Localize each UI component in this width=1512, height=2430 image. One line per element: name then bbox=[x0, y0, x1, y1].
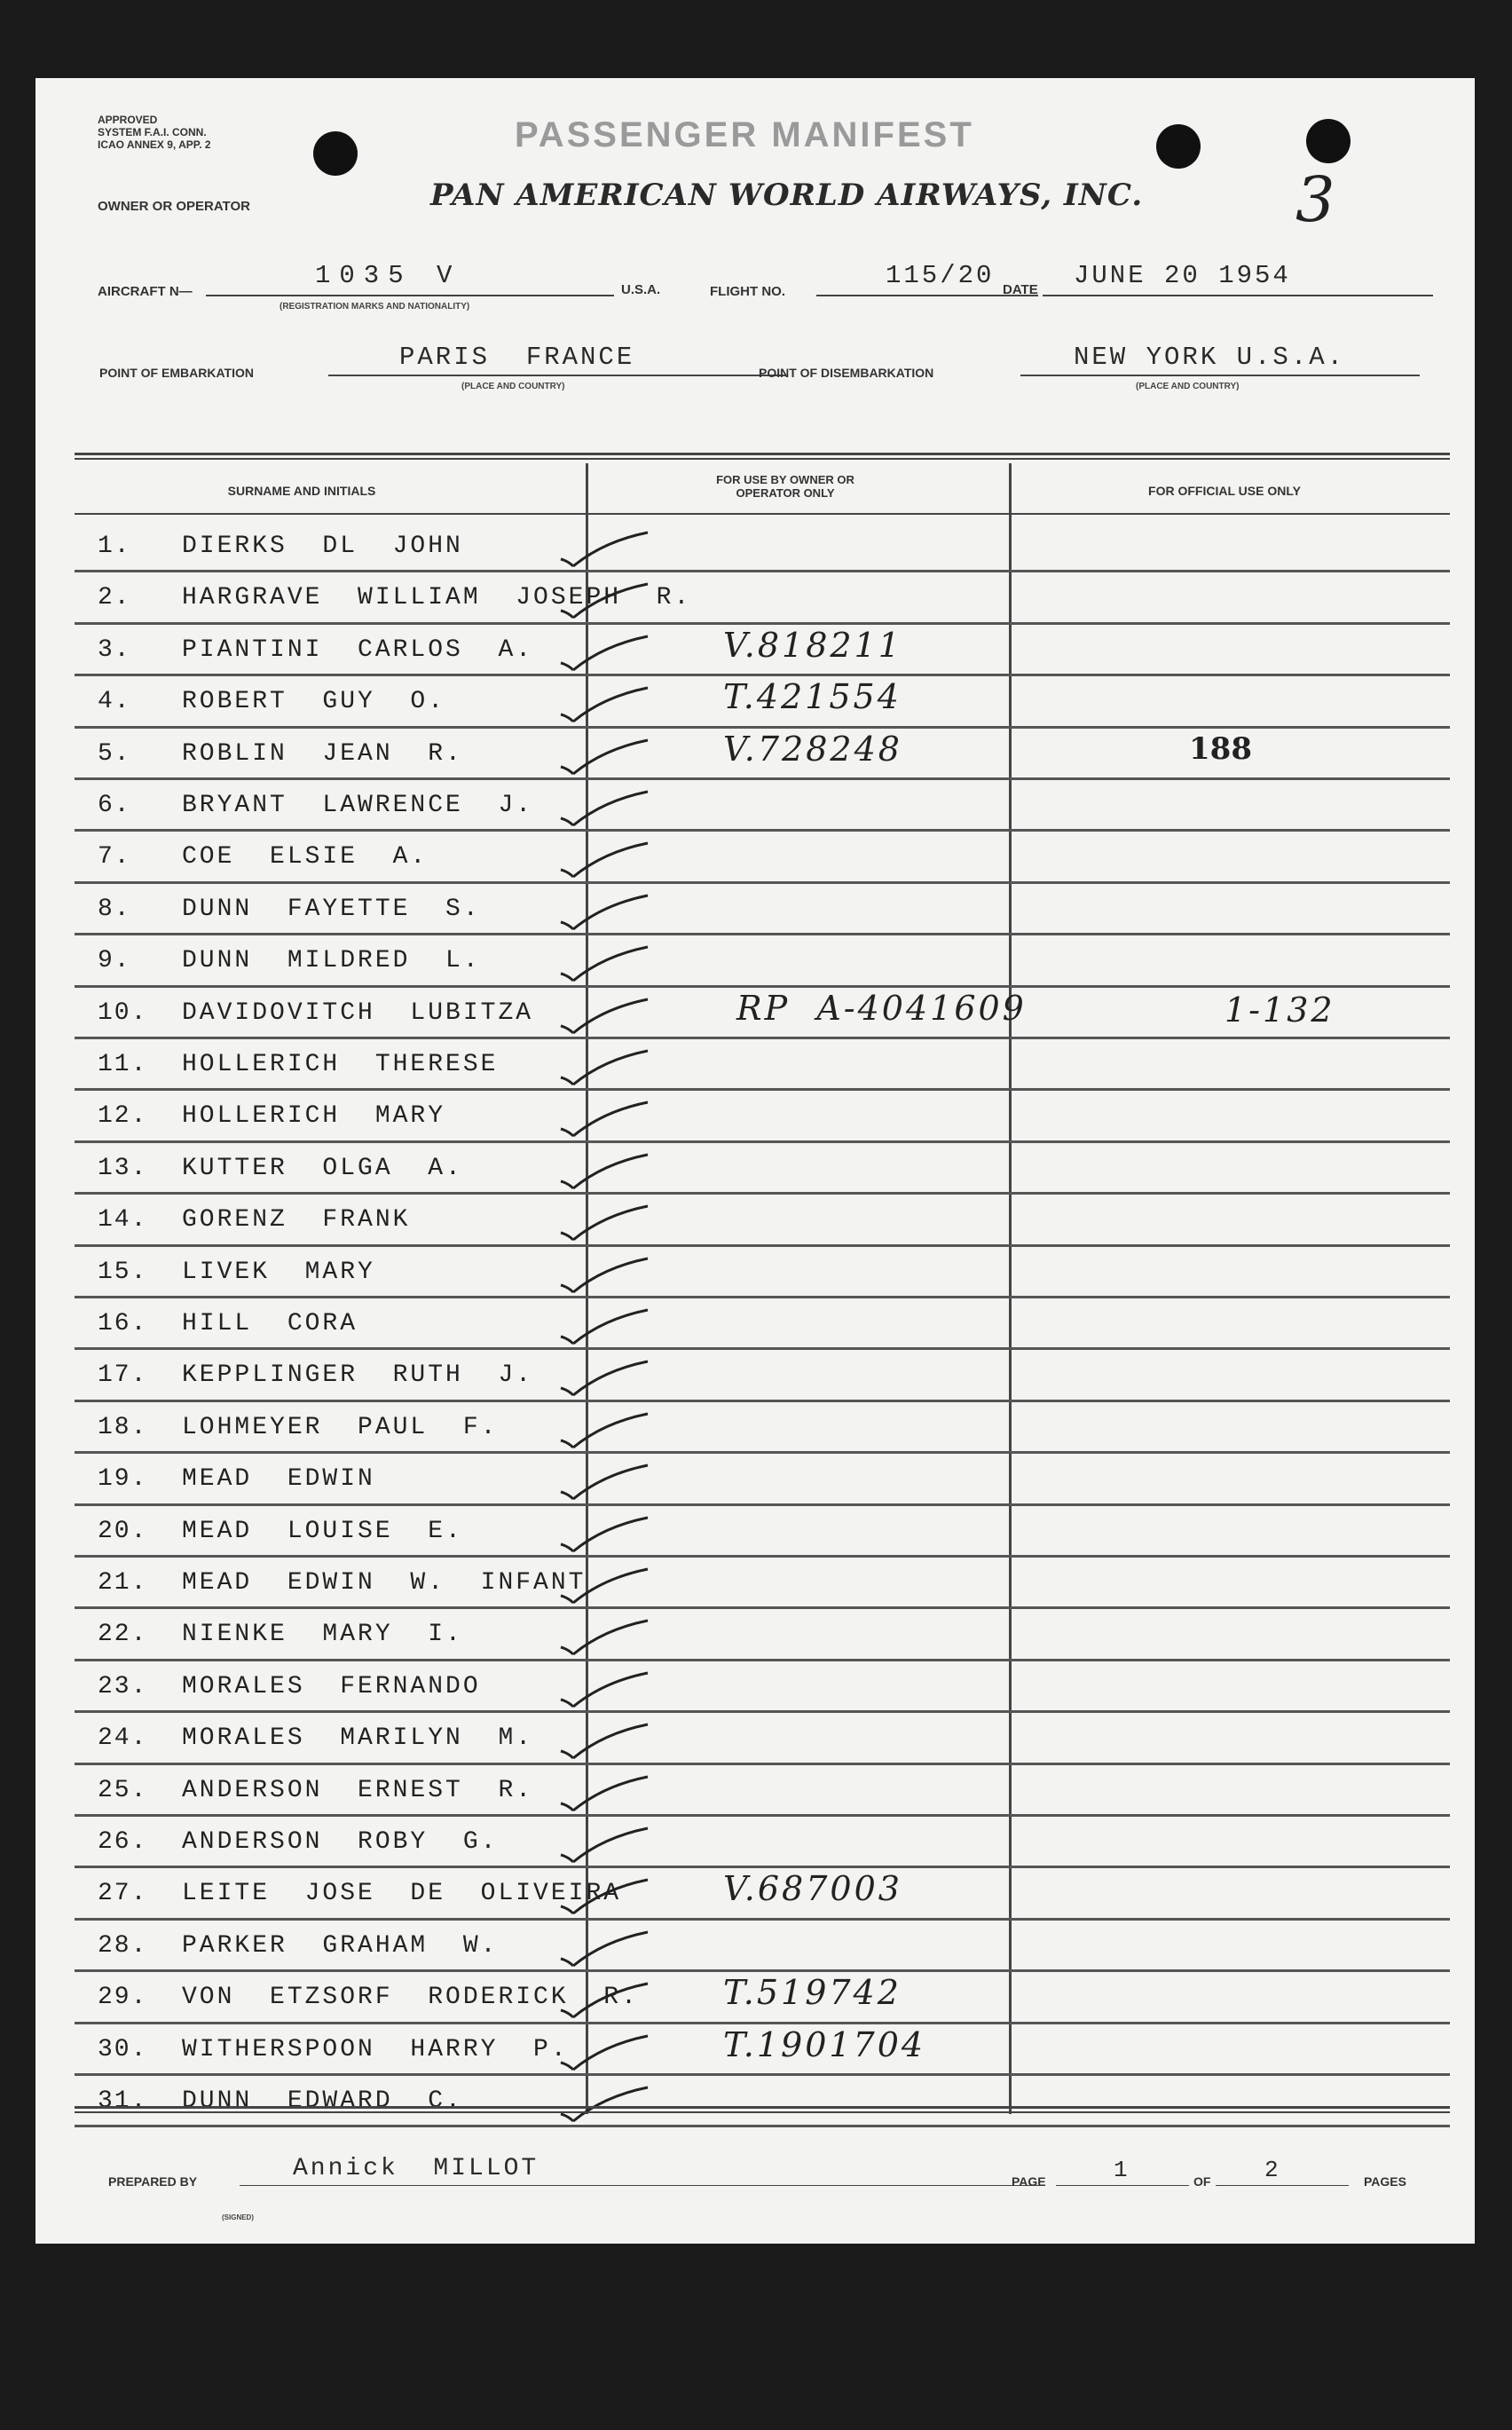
official-note: 188 bbox=[1189, 730, 1252, 767]
passenger-number: 5. bbox=[98, 739, 131, 768]
passenger-number: 21. bbox=[98, 1569, 148, 1597]
passenger-number: 28. bbox=[98, 1931, 148, 1960]
passenger-name: HOLLERICH THERESE bbox=[182, 1051, 499, 1078]
usa-label: U.S.A. bbox=[621, 282, 661, 297]
passenger-name: LEITE JOSE DE OLIVEIRA bbox=[182, 1880, 622, 1908]
passenger-number: 25. bbox=[98, 1776, 148, 1804]
row-rule bbox=[75, 1503, 1450, 1506]
passenger-number: 14. bbox=[98, 1206, 148, 1235]
row-rule bbox=[75, 1555, 1450, 1558]
pages-label: PAGES bbox=[1364, 2174, 1406, 2189]
check-mark bbox=[550, 888, 657, 933]
row-rule bbox=[75, 2073, 1450, 2076]
passenger-number: 19. bbox=[98, 1465, 148, 1494]
passenger-name: DUNN FAYETTE S. bbox=[182, 895, 481, 923]
check-mark bbox=[550, 1925, 657, 1969]
passenger-name: ROBERT GUY O. bbox=[182, 688, 446, 716]
table-top-rule bbox=[75, 453, 1450, 455]
passenger-name: LOHMEYER PAUL F. bbox=[182, 1413, 499, 1441]
passenger-name: MEAD EDWIN W. INFANT bbox=[182, 1569, 587, 1597]
check-mark bbox=[550, 525, 657, 570]
passenger-number: 13. bbox=[98, 1154, 148, 1182]
embark-label: POINT OF EMBARKATION bbox=[99, 366, 254, 380]
row-rule bbox=[75, 1347, 1450, 1350]
check-mark bbox=[550, 2080, 657, 2125]
passenger-name: PIANTINI CARLOS A. bbox=[182, 635, 534, 664]
passenger-number: 3. bbox=[98, 635, 131, 664]
passenger-name: DUNN EDWARD C. bbox=[182, 2087, 463, 2115]
official-note: 1-132 bbox=[1225, 990, 1335, 1030]
row-rule bbox=[75, 985, 1450, 988]
row-rule bbox=[75, 570, 1450, 572]
date-underline bbox=[1043, 295, 1433, 296]
approval-note bbox=[98, 114, 211, 151]
passenger-number: 29. bbox=[98, 1984, 148, 2012]
row-rule bbox=[75, 1088, 1450, 1091]
check-mark bbox=[550, 1095, 657, 1140]
owner-note: V.687003 bbox=[723, 1869, 902, 1909]
passenger-name: ROBLIN JEAN R. bbox=[182, 739, 463, 768]
passenger-name: HILL CORA bbox=[182, 1310, 358, 1337]
row-rule bbox=[75, 1814, 1450, 1817]
passenger-number: 20. bbox=[98, 1517, 148, 1545]
table-bottom-rule bbox=[75, 2106, 1450, 2109]
row-rule bbox=[75, 777, 1450, 780]
embark-underline bbox=[328, 375, 785, 376]
page-label: PAGE bbox=[1012, 2174, 1046, 2189]
check-mark bbox=[550, 1976, 657, 2021]
row-rule bbox=[75, 1659, 1450, 1661]
approval-line: SYSTEM F.A.I. CONN. bbox=[98, 126, 207, 138]
check-mark bbox=[550, 1511, 657, 1555]
embark-sub: (PLACE AND COUNTRY) bbox=[461, 382, 565, 391]
passenger-name: GORENZ FRANK bbox=[182, 1206, 411, 1235]
check-mark bbox=[550, 1562, 657, 1606]
total-pages: 2 bbox=[1264, 2157, 1281, 2183]
row-rule bbox=[75, 2125, 1450, 2127]
page-number: 1 bbox=[1114, 2157, 1130, 2183]
check-mark bbox=[550, 1303, 657, 1347]
check-mark bbox=[550, 733, 657, 777]
passenger-name: BRYANT LAWRENCE J. bbox=[182, 792, 534, 819]
owner-note: T.519742 bbox=[723, 1973, 902, 2013]
passenger-number: 30. bbox=[98, 2035, 148, 2063]
passenger-number: 27. bbox=[98, 1880, 148, 1908]
page-mark: 3 bbox=[1295, 163, 1337, 236]
passenger-number: 10. bbox=[98, 998, 148, 1027]
passenger-name: MORALES FERNANDO bbox=[182, 1672, 481, 1700]
check-mark bbox=[550, 1458, 657, 1503]
check-mark bbox=[550, 1407, 657, 1451]
check-mark bbox=[550, 1821, 657, 1866]
passenger-name: DAVIDOVITCH LUBITZA bbox=[182, 998, 534, 1027]
prepared-label: PREPARED BY bbox=[108, 2174, 198, 2189]
date-label: DATE bbox=[1003, 282, 1038, 297]
check-mark bbox=[550, 1251, 657, 1296]
passenger-number: 17. bbox=[98, 1361, 148, 1390]
page-underline bbox=[1056, 2185, 1189, 2186]
passenger-name: WITHERSPOON HARRY P. bbox=[182, 2035, 569, 2063]
form-title: PASSENGER MANIFEST bbox=[515, 115, 974, 154]
table-top-rule-2 bbox=[75, 458, 1450, 460]
passenger-number: 16. bbox=[98, 1310, 148, 1337]
passenger-number: 2. bbox=[98, 584, 131, 612]
passenger-number: 24. bbox=[98, 1724, 148, 1753]
owner-note: V.728248 bbox=[723, 729, 902, 769]
row-rule bbox=[75, 1606, 1450, 1609]
passenger-name: MORALES MARILYN M. bbox=[182, 1724, 534, 1753]
passenger-number: 23. bbox=[98, 1672, 148, 1700]
passenger-name: KUTTER OLGA A. bbox=[182, 1154, 463, 1182]
manifest-sheet bbox=[35, 78, 1475, 2244]
passenger-number: 1. bbox=[98, 533, 131, 560]
passenger-number: 22. bbox=[98, 1621, 148, 1649]
pages-underline bbox=[1216, 2185, 1349, 2186]
aircraft-underline bbox=[206, 295, 614, 296]
aircraft-value: 1035 V bbox=[315, 261, 461, 290]
check-mark bbox=[550, 2029, 657, 2073]
passenger-number: 9. bbox=[98, 947, 131, 975]
row-rule bbox=[75, 2022, 1450, 2024]
passenger-name: COE ELSIE A. bbox=[182, 843, 429, 872]
row-rule bbox=[75, 1918, 1450, 1921]
prepared-underline bbox=[240, 2185, 1038, 2186]
passenger-number: 4. bbox=[98, 688, 131, 716]
col-owner-header: FOR USE BY OWNER OR OPERATOR ONLY bbox=[716, 473, 854, 500]
check-mark bbox=[550, 1044, 657, 1088]
check-mark bbox=[550, 681, 657, 725]
owner-note: V.818211 bbox=[723, 625, 902, 665]
of-label: OF bbox=[1193, 2174, 1211, 2189]
check-mark bbox=[550, 1199, 657, 1243]
owner-label: OWNER OR OPERATOR bbox=[98, 199, 250, 214]
passenger-number: 7. bbox=[98, 843, 131, 872]
row-rule bbox=[75, 1244, 1450, 1247]
passenger-name: ANDERSON ROBY G. bbox=[182, 1828, 499, 1856]
date-value: JUNE 20 1954 bbox=[1074, 261, 1291, 290]
check-mark bbox=[550, 785, 657, 829]
table-bottom-rule-2 bbox=[75, 2111, 1450, 2113]
disembark-label: POINT OF DISEMBARKATION bbox=[759, 366, 934, 380]
approval-line: ICAO ANNEX 9, APP. 2 bbox=[98, 138, 211, 151]
check-mark bbox=[550, 1666, 657, 1710]
check-mark bbox=[550, 1354, 657, 1399]
punch-hole bbox=[1156, 124, 1201, 169]
owner-note: T.421554 bbox=[723, 677, 902, 717]
row-rule bbox=[75, 933, 1450, 935]
row-rule bbox=[75, 1140, 1450, 1143]
row-rule bbox=[75, 674, 1450, 676]
passenger-number: 11. bbox=[98, 1051, 148, 1078]
check-mark bbox=[550, 940, 657, 984]
passenger-name: MEAD EDWIN bbox=[182, 1465, 375, 1494]
aircraft-sub: (REGISTRATION MARKS AND NATIONALITY) bbox=[280, 302, 470, 312]
row-rule bbox=[75, 1192, 1450, 1195]
passenger-name: NIENKE MARY I. bbox=[182, 1621, 463, 1649]
prepared-by: Annick MILLOT bbox=[293, 2155, 539, 2182]
passenger-name: KEPPLINGER RUTH J. bbox=[182, 1361, 534, 1390]
row-rule bbox=[75, 726, 1450, 729]
row-rule bbox=[75, 1969, 1450, 1972]
punch-hole bbox=[1306, 119, 1351, 163]
check-mark bbox=[550, 1613, 657, 1658]
passenger-name: ANDERSON ERNEST R. bbox=[182, 1776, 534, 1804]
row-rule bbox=[75, 1763, 1450, 1765]
row-rule bbox=[75, 829, 1450, 832]
disembark-value: NEW YORK U.S.A. bbox=[1074, 343, 1346, 372]
check-mark bbox=[550, 992, 657, 1037]
row-rule bbox=[75, 881, 1450, 884]
passenger-number: 6. bbox=[98, 792, 131, 819]
punch-hole bbox=[313, 131, 358, 176]
col-official-header: FOR OFFICIAL USE ONLY bbox=[1148, 484, 1301, 498]
col-name-header: SURNAME AND INITIALS bbox=[227, 484, 376, 498]
approval-line: APPROVED bbox=[98, 114, 158, 126]
row-rule bbox=[75, 1451, 1450, 1454]
company-name: PAN AMERICAN WORLD AIRWAYS, INC. bbox=[430, 178, 1144, 213]
embark-value: PARIS FRANCE bbox=[399, 343, 635, 372]
passenger-number: 15. bbox=[98, 1258, 148, 1286]
check-mark bbox=[550, 629, 657, 674]
passenger-number: 12. bbox=[98, 1102, 148, 1131]
disembark-underline bbox=[1020, 375, 1420, 376]
check-mark bbox=[550, 577, 657, 621]
check-mark bbox=[550, 1148, 657, 1192]
owner-note: RP A-4041609 bbox=[736, 988, 1027, 1028]
aircraft-label: AIRCRAFT N— bbox=[98, 284, 193, 299]
passenger-number: 31. bbox=[98, 2087, 148, 2115]
passenger-name: VON ETZSORF RODERICK R. bbox=[182, 1984, 639, 2012]
passenger-name: LIVEK MARY bbox=[182, 1258, 375, 1286]
row-rule bbox=[75, 622, 1450, 625]
flight-value: 115/20 bbox=[886, 261, 995, 290]
passenger-name: MEAD LOUISE E. bbox=[182, 1517, 463, 1545]
row-rule bbox=[75, 1866, 1450, 1868]
passenger-name: HARGRAVE WILLIAM JOSEPH R. bbox=[182, 584, 692, 612]
owner-note: T.1901704 bbox=[723, 2024, 926, 2064]
check-mark bbox=[550, 1770, 657, 1814]
passenger-number: 18. bbox=[98, 1413, 148, 1441]
row-rule bbox=[75, 1296, 1450, 1298]
passenger-name: HOLLERICH MARY bbox=[182, 1102, 446, 1131]
row-rule bbox=[75, 1037, 1450, 1039]
check-mark bbox=[550, 836, 657, 880]
header-rule bbox=[75, 513, 1450, 515]
row-rule bbox=[75, 1400, 1450, 1402]
disembark-sub: (PLACE AND COUNTRY) bbox=[1136, 382, 1240, 391]
check-mark bbox=[550, 1873, 657, 1917]
passenger-number: 8. bbox=[98, 895, 131, 923]
signed-label: (SIGNED) bbox=[222, 2213, 254, 2221]
check-mark bbox=[550, 1717, 657, 1762]
row-rule bbox=[75, 1710, 1450, 1713]
passenger-number: 26. bbox=[98, 1828, 148, 1856]
passenger-name: DUNN MILDRED L. bbox=[182, 947, 481, 975]
passenger-name: DIERKS DL JOHN bbox=[182, 533, 463, 560]
flight-label: FLIGHT NO. bbox=[710, 284, 785, 299]
passenger-name: PARKER GRAHAM W. bbox=[182, 1931, 499, 1960]
